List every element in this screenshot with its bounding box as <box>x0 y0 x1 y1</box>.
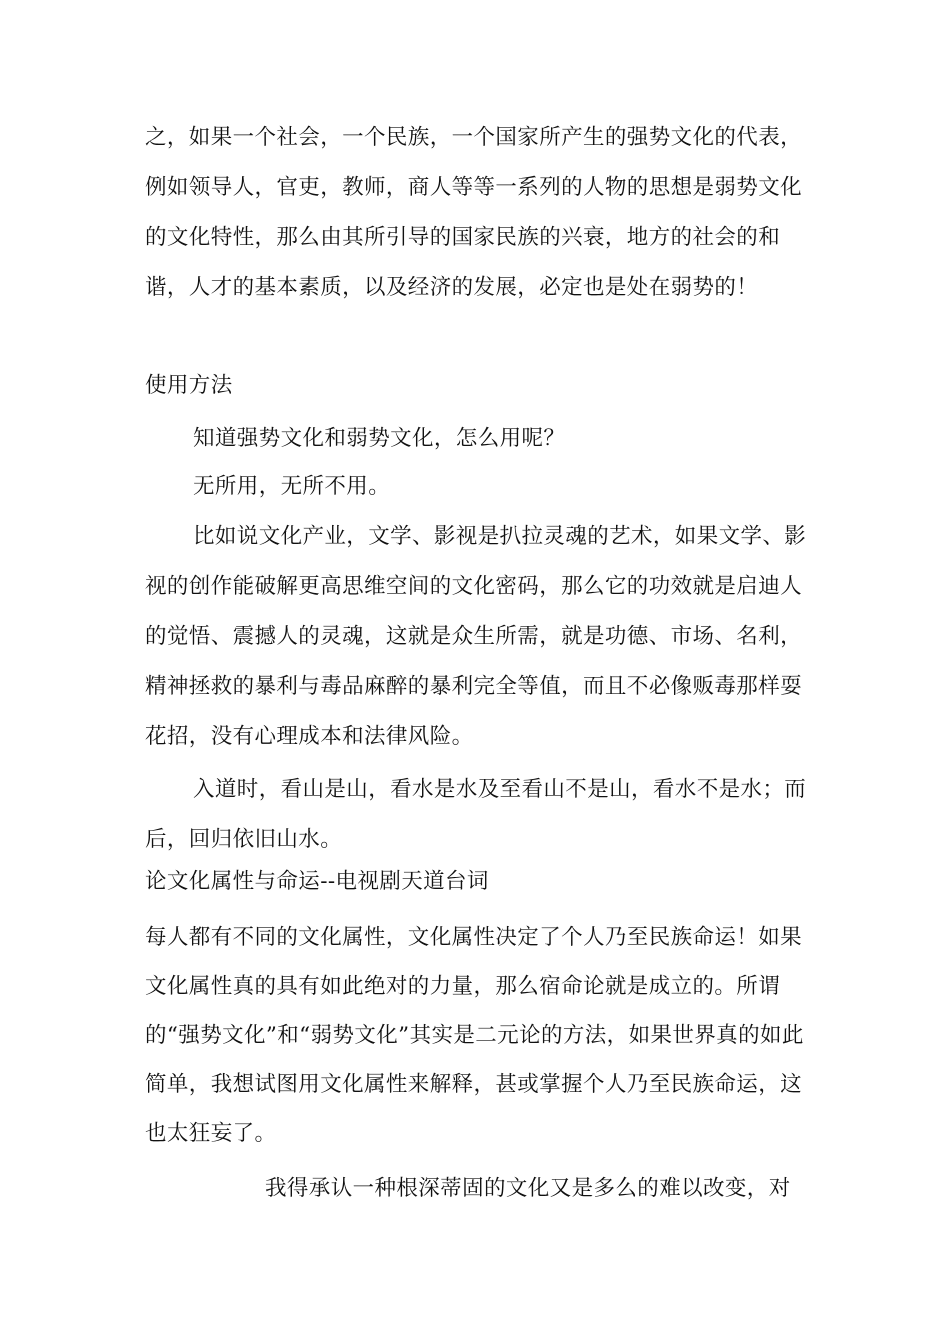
paragraph-cultural-attributes: 每人都有不同的文化属性，文化属性决定了个人乃至民族命运！如果文化属性真的具有如此绝对的力量，那么宿命论就是成立的。所谓的“强势文化”和“弱势文化”其实是二元论的方法，如果世界真的如此简单，我想试图用文化属性来解释，甚或掌握个人乃至民族命运，这也太狂妄了。 <box>145 925 804 1146</box>
paragraph-mountains-and-water: 入道时，看山是山，看水是水及至看山不是山，看水不是水；而后，回归依旧山水。 <box>145 777 807 852</box>
paragraph-how-to-use: 知道强势文化和弱势文化，怎么用呢？ <box>193 426 566 451</box>
section-heading-culture-and-fate: 论文化属性与命运--电视剧天道台词 <box>145 869 489 894</box>
section-heading-usage: 使用方法 <box>145 373 233 398</box>
paragraph-culture-industry: 比如说文化产业，文学、影视是扒拉灵魂的艺术，如果文学、影视的创作能破解更高思维空间的文化密码，那么它的功效就是启迪人的觉悟、震撼人的灵魂，这就是众生所需，就是功德、市场、名利，精神拯救的暴利与毒品麻醉的暴利完全等值，而且不必像贩毒那样耍花招，没有心理成本和法律风险。 <box>145 524 807 749</box>
paragraph-deep-rooted-culture: 我得承认一种根深蒂固的文化又是多么的难以改变，对 <box>265 1176 791 1201</box>
paragraph-strong-weak-culture-conclusion: 之，如果一个社会，一个民族，一个国家所产生的强势文化的代表，例如领导人，官吏，教师，商人等等一系列的人物的思想是弱势文化的文化特性，那么由其所引导的国家民族的兴衰，地方的社会的和谐，人才的基本素质，以及经济的发展，必定也是处在弱势的！ <box>145 125 803 300</box>
paragraph-no-use-all-use: 无所用，无所不用。 <box>193 474 391 499</box>
